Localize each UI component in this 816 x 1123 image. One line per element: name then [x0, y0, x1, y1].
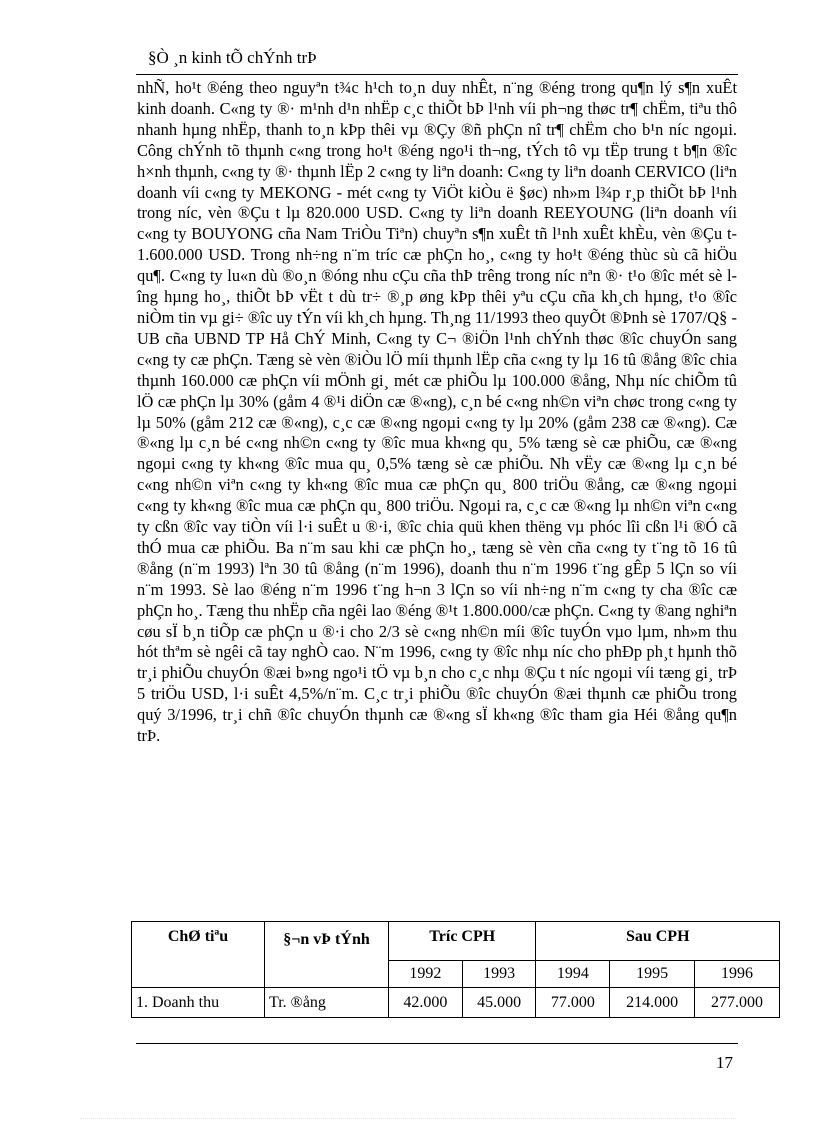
running-header: §Ò ¸n kinh tÕ chÝnh trÞ: [148, 48, 317, 67]
footer-rule: [136, 1043, 738, 1044]
header-rule: [136, 74, 738, 75]
header-after-cph: Sau CPH: [536, 922, 780, 961]
paragraph: nhÑ, ho¹t ®éng theo nguyªn t¾c h¹ch to¸n duy nhÊt, n¨ng ®éng trong qu¶n lý s¶n xuÊt kinh doanh. C«ng ty ®· m¹nh d¹n nhËp c¸c thiÕt bÞ l¹nh víi ph¬ng thøc tr¶ chËm, tiªu thô nhanh hµng nhËp, thanh to¸n kÞp thêi vµ ®Çy ®ñ phÇn nî tr¶ chËm cho b¹n níc ngoµi. Công chÝnh tõ thµnh c«ng trong ho¹t ®éng ngo¹i th¬ng, tÝch tô vµ tËp trung t b¶n ®îc h×nh thµnh, c«ng ty ®· thµnh lËp 2 c«ng ty liªn doanh: C«ng ty liªn doanh CERVICO (liªn doanh víi c«ng ty MEKONG - mét c«ng ty ViÖt kiÒu ë §øc) nh»m l¾p r¸p thiÕt bÞ l¹nh trong níc, vèn ®Çu t lµ 820.000 USD. C«ng ty liªn doanh REEYOUNG (liªn doanh víi c«ng ty BOUYONG cña Nam TriÒu Tiªn) chuyªn s¶n xuÊt tñ l¹nh xuÊt khÈu, vèn ®Çu t 1.600.000 USD. Trong nh÷ng n¨m tríc cæ phÇn ho¸, c«ng ty ho¹t ®éng thùc sù cã hiÖu qu¶. C«ng ty lu«n dù ®o¸n ®óng nhu cÇu cña thÞ trêng trong níc nªn ®· t¹o ®îc mét sè lîng hµng ho¸, thiÕt bÞ vËt t dù tr÷ ®¸p øng kÞp thêi yªu cÇu cña kh¸ch hµng, t¹o ®îc niÒm tin vµ gi÷ ®îc uy tÝn víi kh¸ch hµng. Th¸ng 11/1993 theo quyÕt ®Þnh sè 1707/Q§ - UB cña UBND TP Hå ChÝ Minh, C«ng ty C¬ ®iÖn l¹nh chÝnh thøc ®îc chuyÓn sang c«ng ty cæ phÇn. Tæng sè vèn ®iÒu lÖ míi thµnh lËp cña c«ng ty lµ 16 tû ®ång ®îc chia thµnh 160.000 cæ phÇn víi mÖnh gi¸ mét cæ phiÕu lµ 100.000 ®ång, Nhµ níc chiÕm tû lÖ cæ phÇn lµ 30% (gåm 4 ®¹i diÖn cæ ®«ng), c¸n bé c«ng nh©n viªn chøc trong c«ng ty lµ 50% (gåm 212 cæ ®«ng), c¸c cæ ®«ng ngoµi c«ng ty lµ 20% (gåm 238 cæ ®«ng). Cæ ®«ng lµ c¸n bé c«ng nh©n c«ng ty ®îc mua kh«ng qu¸ 5% tæng sè cæ phiÕu, cæ ®«ng ngoµi c«ng ty kh«ng ®îc mua qu¸ 0,5% tæng sè cæ phiÕu. Nh vËy cæ ®«ng lµ c¸n bé c«ng nh©n viªn c«ng ty kh«ng ®îc mua cæ phÇn qu¸ 800 triÖu ®ång, cæ ®«ng ngoµi c«ng ty kh«ng ®îc mua cæ phÇn qu¸ 800 triÖu. Ngoµi ra, c¸c cæ ®«ng lµ nh©n viªn c«ng ty cßn ®îc vay tiÒn víi l·i suÊt u ®·i, ®îc chia quü khen thëng vµ phóc lîi cßn l¹i ®Ó cã thÓ mua cæ phiÕu. Ba n¨m sau khi cæ phÇn ho¸, tæng sè vèn cña c«ng ty t¨ng tõ 16 tû ®ång (n¨m 1993) lªn 30 tû ®ång (n¨m 1996), doanh thu n¨m 1996 t¨ng gÊp 5 lÇn so víi n¨m 1993. Sè lao ®éng n¨m 1996 t¨ng h¬n 3 lÇn so víi nh÷ng n¨m c«ng ty cha ®îc cæ phÇn ho¸. Tæng thu nhËp cña ngêi lao ®éng ®¹t 1.800.000/cæ phÇn. C«ng ty ®ang nghiªn cøu sÏ b¸n tiÕp cæ phÇn u ®·i cho 2/3 sè c«ng nh©n míi ®îc tuyÓn vµo lµm, nh»m thu hót thªm sè ngêi cã tay nghÒ cao. N¨m 1996, c«ng ty ®îc nhµ níc cho phÐp ph¸t hµnh thõ tr¸i phiÕu chuyÓn ®æi b»ng ngo¹i tÖ vµ b¸n cho c¸c nhµ ®Çu t níc ngoµi víi tæng gi¸ trÞ 5 triÖu USD, l·i suÊt 4,5%/n¨m. C¸c tr¸i phiÕu ®îc chuyÓn ®æi thµnh cæ phiÕu trong quý 3/1996, tr¸i chñ ®îc chuyÓn thµnh cæ ®«ng sÏ kh«ng ®îc tham gia Héi ®ång qu¶n trÞ.: [137, 78, 737, 746]
table-header-row: [132, 922, 780, 961]
header-before-cph: Tríc CPH: [389, 922, 536, 961]
value-cell: 214.000: [610, 988, 695, 1018]
value-cell: 277.000: [695, 988, 780, 1018]
value-cell: 42.000: [389, 988, 463, 1018]
row-unit: Tr. ®ång: [265, 988, 389, 1018]
year-cell: 1992: [389, 961, 463, 988]
row-indicator: 1. Doanh thu: [132, 988, 265, 1018]
value-cell: 45.000: [462, 988, 536, 1018]
page-number: 17: [716, 1053, 733, 1072]
value-cell: 77.000: [536, 988, 610, 1018]
year-cell: 1995: [610, 961, 695, 988]
body-text: [137, 78, 737, 747]
year-cell: 1996: [695, 961, 780, 988]
table-row: [132, 988, 780, 1018]
year-cell: 1993: [462, 961, 536, 988]
header-indicator: ChØ tiªu: [132, 922, 265, 988]
statistics-table: [131, 921, 780, 1018]
year-cell: 1994: [536, 961, 610, 988]
bottom-divider: [80, 1118, 736, 1119]
header-unit: §¬n vÞ tÝnh: [265, 922, 389, 988]
